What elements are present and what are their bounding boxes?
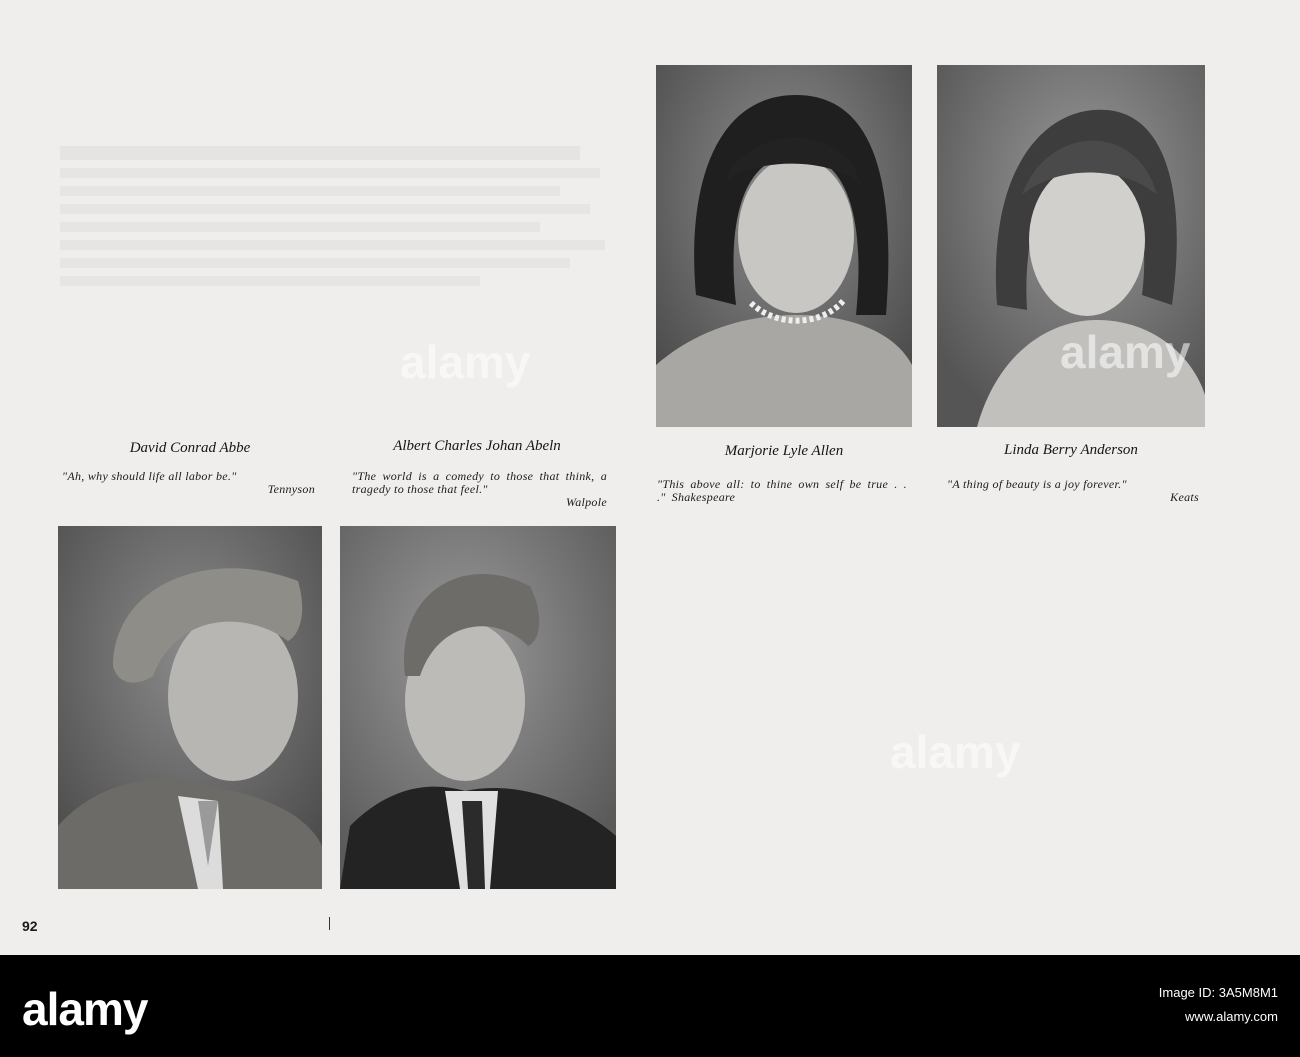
portrait-photo-david-abbe — [58, 526, 322, 889]
quote-text: "This above all: to thine own self be true . . ." — [657, 477, 907, 504]
site-url: www.alamy.com — [1185, 1009, 1278, 1024]
student-quote-abeln — [352, 470, 607, 509]
student-quote-abbe — [62, 470, 315, 496]
brand-logo: alamy — [22, 983, 148, 1035]
quote-text: "The world is a comedy to those that think, a tragedy to those that feel." — [352, 469, 607, 496]
page-number: 92 — [22, 918, 38, 934]
quote-text: "A thing of beauty is a joy forever." — [947, 477, 1127, 491]
image-info — [1159, 981, 1278, 1029]
portrait-photo-marjorie-allen — [656, 65, 912, 427]
quote-text: "Ah, why should life all labor be." — [62, 469, 237, 483]
quote-attribution: Tennyson — [267, 482, 315, 496]
watermark: alamy — [890, 726, 1021, 778]
student-name-anderson: Linda Berry Anderson — [1004, 442, 1138, 458]
watermark: alamy — [1060, 326, 1191, 378]
student-name-abeln: Albert Charles Johan Abeln — [393, 438, 561, 454]
stock-footer-bar — [0, 955, 1300, 1057]
student-name-allen: Marjorie Lyle Allen — [724, 443, 844, 459]
bleed-through-texture — [60, 140, 620, 400]
quote-attribution: Keats — [1170, 490, 1199, 504]
portrait-photo-albert-abeln — [340, 526, 616, 889]
gutter-mark — [329, 917, 330, 930]
student-quote-allen — [657, 478, 907, 504]
quote-attribution: Walpole — [566, 495, 607, 509]
image-id: Image ID: 3A5M8M1 — [1158, 985, 1278, 1000]
quote-attribution: Shakespeare — [671, 490, 736, 504]
student-name-abbe: David Conrad Abbe — [129, 440, 251, 456]
portrait-photo-linda-anderson — [937, 65, 1205, 427]
watermark: alamy — [400, 336, 531, 388]
student-quote-anderson — [947, 478, 1199, 504]
